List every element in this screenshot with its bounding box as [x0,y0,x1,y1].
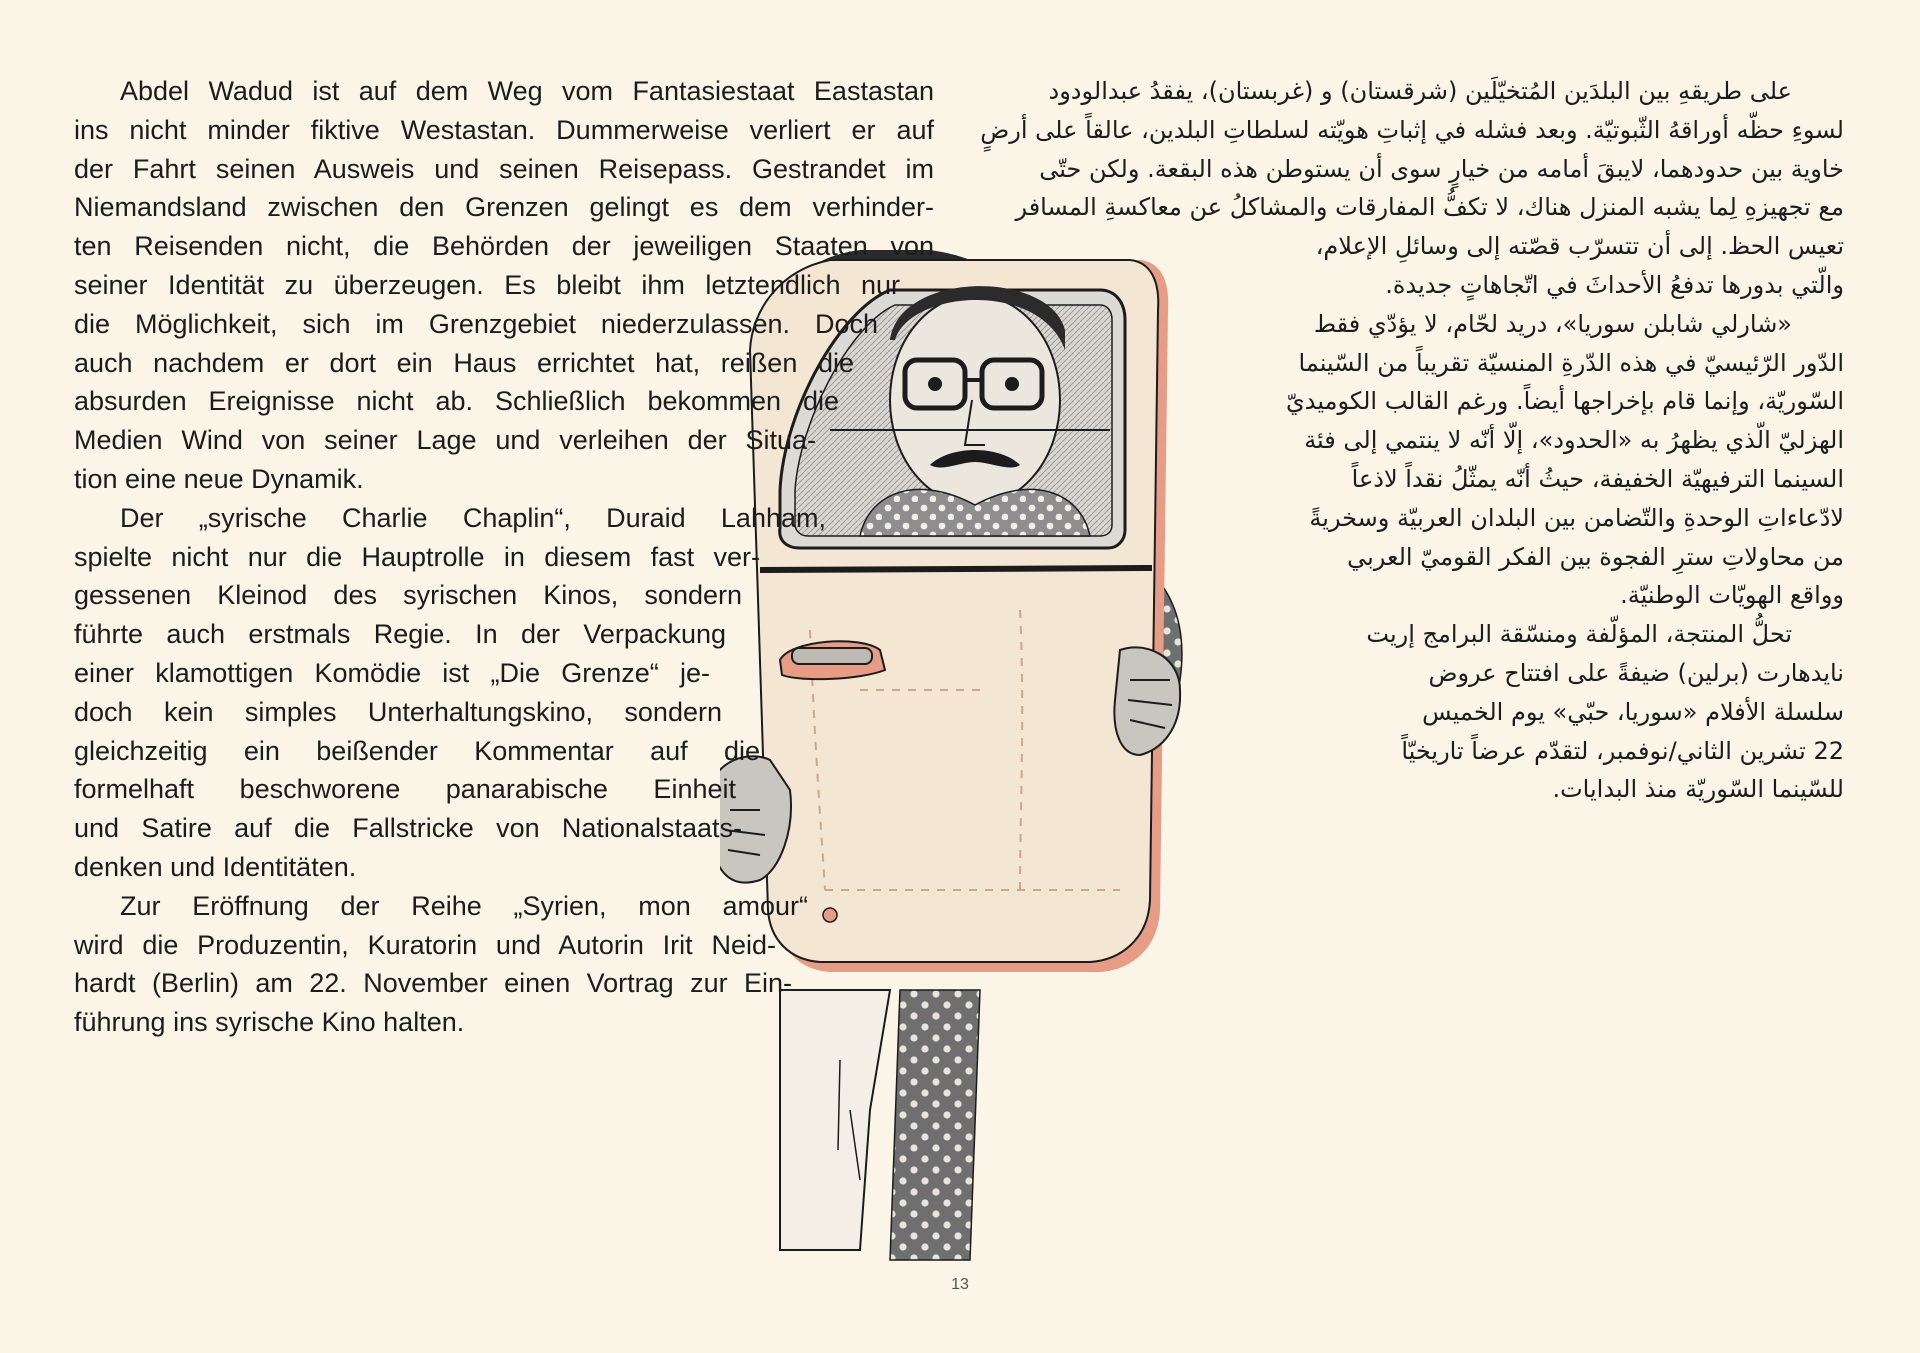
page-number: 13 [951,1276,969,1293]
german-line: absurden Ereignisse nicht ab. Schließlich bekommen die [74,386,839,417]
arabic-line: وواقع الهويّات الوطنيّة. [1620,581,1844,610]
arabic-line: مع تجهيزهِ لِما يشبه المنزل هناك، لا تكفُّ المفارقات والمشاكلُ عن معاكسةِ المسافر [1015,193,1844,222]
arabic-line: الدّور الرّئيسيّ في هذه الدّرةِ المنسيّة تقريباً من السّينما [1298,348,1844,377]
german-line: ins nicht minder fiktive Westastan. Dummerweise verliert er auf [74,114,934,145]
german-line: gleichzeitig ein beißender Kommentar auf die [74,735,760,766]
german-line: seiner Identität zu überzeugen. Es bleibt ihm letztendlich nur [74,269,900,300]
arabic-line: سلسلة الأفلام «سوريا، حبّي» يوم الخميس [1422,697,1844,726]
arabic-line: على طريقهِ بين البلدَين المُتخيّلَين (شرقستان) و (غربستان)، يفقدُ عبدالودود [1048,77,1792,105]
german-line: spielte nicht nur die Hauptrolle in diesem fast ver- [74,541,760,572]
arabic-line: نايدهارت (برلين) ضيفةً على افتتاح عروض [1428,658,1844,687]
arabic-line: السّوريّة، وإنما قام بإخراجها أيضاً. ورغم القالب الكوميديّ [1285,387,1844,416]
arabic-line: 22 تشرين الثاني/نوفمبر، لتقدّم عرضاً تاريخيّاً [1401,736,1844,765]
german-line: Zur Eröffnung der Reihe „Syrien, mon amour“ [120,890,808,921]
german-line: die Möglichkeit, sich im Grenzgebiet niederzulassen. Doch [74,308,878,339]
arabic-line: من محاولاتِ سترِ الفجوة بين الفكر القوميّ العربي [1347,542,1844,571]
german-line: ten Reisenden nicht, die Behörden der jeweiligen Staaten von [74,231,934,262]
german-line: führte auch erstmals Regie. In der Verpackung [74,619,726,650]
german-line: und Satire auf die Fallstricke von Nationalstaats- [74,813,742,844]
arabic-line: تحلُّ المنتجة، المؤلّفة ومنسّقة البرامج إريت [1366,620,1792,649]
german-line: Abdel Wadud ist auf dem Weg vom Fantasiestaat Eastastan [120,76,934,106]
german-line: doch kein simples Unterhaltungskino, sondern [74,696,722,727]
german-line: Medien Wind von seiner Lage und verleihen der Situa- [74,425,816,456]
german-line: auch nachdem er dort ein Haus errichtet hat, reißen die [74,347,854,378]
german-line: denken und Identitäten. [74,851,357,882]
german-text-column [74,72,934,1042]
arabic-line: للسّينما السّوريّة منذ البدايات. [1552,775,1844,804]
arabic-line: خاوية بين حدودهما، لايبقَ أمامه من خيارٍ سوى أن يستوطن هذه البقعة. ولكن حتّى [1039,154,1844,183]
arabic-line: تعيس الحظ. إلى أن تتسرّب قصّته إلى وسائلِ الإعلام، [1315,232,1844,261]
arabic-line: لسوءِ حظّه أوراقهُ الثّبوتيّة. وبعد فشله في إثباتِ هويّته لسلطاتِ البلدين، عالقاً على أرضٍ [980,115,1844,144]
german-line: einer klamottigen Komödie ist „Die Grenze“ je- [74,657,710,688]
arabic-text-column [944,72,1844,809]
german-line: Niemandsland zwischen den Grenzen gelingt es dem verhinder- [74,192,934,223]
german-line: gessenen Kleinod des syrischen Kinos, sondern [74,580,742,611]
arabic-line: والّتي بدورها تدفعُ الأحداثَ في اتّجاهاتٍ جديدة. [1385,270,1844,299]
german-line: hardt (Berlin) am 22. November einen Vortrag zur Ein- [74,968,792,999]
arabic-line: السينما الترفيهيّة الخفيفة، حيثُ أنّه يمثّلُ نقداً لاذعاً [1351,464,1844,493]
german-line: der Fahrt seinen Ausweis und seinen Reisepass. Gestrandet im [74,153,934,184]
german-line: tion eine neue Dynamik. [74,463,364,494]
german-line: wird die Produzentin, Kuratorin und Autorin Irit Neid- [74,929,776,960]
arabic-line: «شارلي شابلن سوريا»، دريد لحّام، لا يؤدّي فقط [1313,309,1792,338]
german-line: führung ins syrische Kino halten. [74,1007,465,1038]
german-line: formelhaft beschworene panarabische Einheit [74,774,736,805]
german-line: Der „syrische Charlie Chaplin“, Duraid Lahham, [120,502,826,533]
arabic-line: الهزليّ الّذي يظهرُ به «الحدود»، إلّا أنّه لا ينتمي إلى فئة [1304,426,1844,455]
arabic-line: لادّعاءاتِ الوحدةِ والتّضامن بين البلدان العربيّة وسخريةً [1309,503,1844,532]
